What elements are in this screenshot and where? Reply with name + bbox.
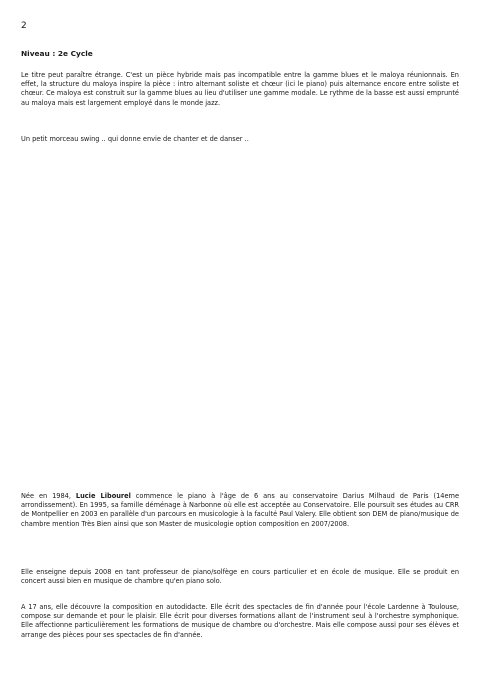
biography-paragraph-2: Elle enseigne depuis 2008 en tant professeur de piano/solfège en cours particulier et en école de musique. Elle se produit en concert aussi bien en musique de chambre qu'en piano solo. <box>21 568 459 586</box>
page-number: 2 <box>21 21 27 31</box>
composer-name: Lucie Libourel <box>75 492 131 500</box>
bio-text-main: commence le piano à l'âge de 6 ans au conservatoire Darius Milhaud de Paris (14eme arrondissement). En 1995, sa famille déménage à Narbonne où elle est acceptée au Conservatoire. Elle poursuit ses études au CRR de Montpellier en 2003 en parallèle d'un parcours en musicologie à la faculté Paul Valery. Elle obtient son DEM de piano/musique de chambre mention Très Bien ainsi que son Master de musicologie option composition en 2007/2008. <box>21 492 459 528</box>
description-paragraph: Le titre peut paraître étrange. C'est un pièce hybride mais pas incompatible entre la gamme blues et le maloya réunionnais. En effet, la structure du maloya inspire la pièce : intro alternant soliste et chœur (ici le piano) puis alternance encore entre soliste et chœur. Ce maloya est construit sur la gamme blues au lieu d'utiliser une gamme modale. Le rythme de la basse est aussi emprunté au maloya mais est largement employé dans le monde jazz. <box>21 71 459 107</box>
biography-paragraph-1 <box>21 492 459 529</box>
description-tagline: Un petit morceau swing .. qui donne envie de chanter et de danser .. <box>21 135 249 143</box>
bio-text-intro: Née en 1984, <box>21 492 76 500</box>
biography-paragraph-3: A 17 ans, elle découvre la composition en autodidacte. Elle écrit des spectacles de fin d'année pour l'école Lardenne à Toulouse, compose sur demande et pour le plaisir. Elle écrit pour diverses formations allant de l'instrument seul à l'orchestre symphonique. Elle affectionne particulièrement les formations de musique de chambre ou d'orchestre. Mais elle compose aussi pour ses élèves et arrange des pièces pour ses spectacles de fin d'année. <box>21 603 459 639</box>
level-heading: Niveau : 2e Cycle <box>21 49 93 58</box>
